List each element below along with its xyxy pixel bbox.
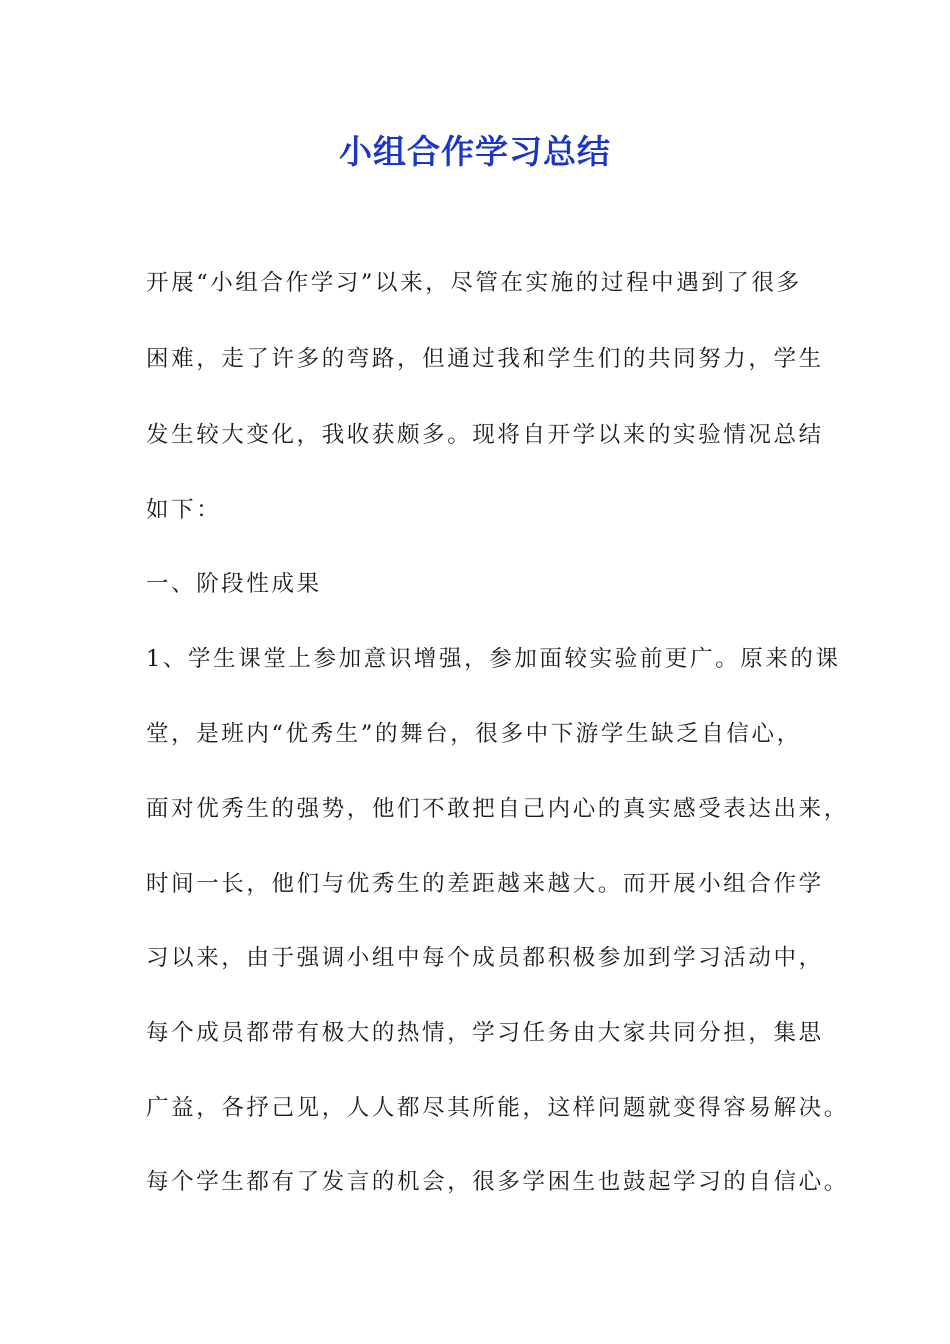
paragraph-line: 习以来，由于强调小组中每个成员都积极参加到学习活动中， xyxy=(146,945,824,971)
paragraph-line: 面对优秀生的强势，他们不敢把自己内心的真实感受表达出来， xyxy=(146,796,849,822)
paragraph-line: 困难，走了许多的弯路，但通过我和学生们的共同努力，学生 xyxy=(146,346,824,372)
paragraph-line: 广益，各抒己见，人人都尽其所能，这样问题就变得容易解决。 xyxy=(146,1095,849,1121)
paragraph-line: 堂，是班内“优秀生”的舞台，很多中下游学生缺乏自信心， xyxy=(146,721,802,747)
paragraph-line: 发生较大变化，我收获颇多。现将自开学以来的实验情况总结 xyxy=(146,422,824,448)
paragraph-line: 时间一长，他们与优秀生的差距越来越大。而开展小组合作学 xyxy=(146,871,824,897)
paragraph-line: 1、学生课堂上参加意识增强，参加面较实验前更广。原来的课 xyxy=(146,646,841,672)
paragraph-line: 开展“小组合作学习”以来，尽管在实施的过程中遇到了很多 xyxy=(146,270,802,296)
document-title: 小组合作学习总结 xyxy=(339,132,611,171)
paragraph-line: 每个学生都有了发言的机会，很多学困生也鼓起学习的自信心。 xyxy=(146,1169,849,1195)
section-heading: 一、阶段性成果 xyxy=(146,571,322,597)
paragraph-line: 每个成员都带有极大的热情，学习任务由大家共同分担，集思 xyxy=(146,1020,824,1046)
paragraph-line: 如下： xyxy=(146,497,222,523)
